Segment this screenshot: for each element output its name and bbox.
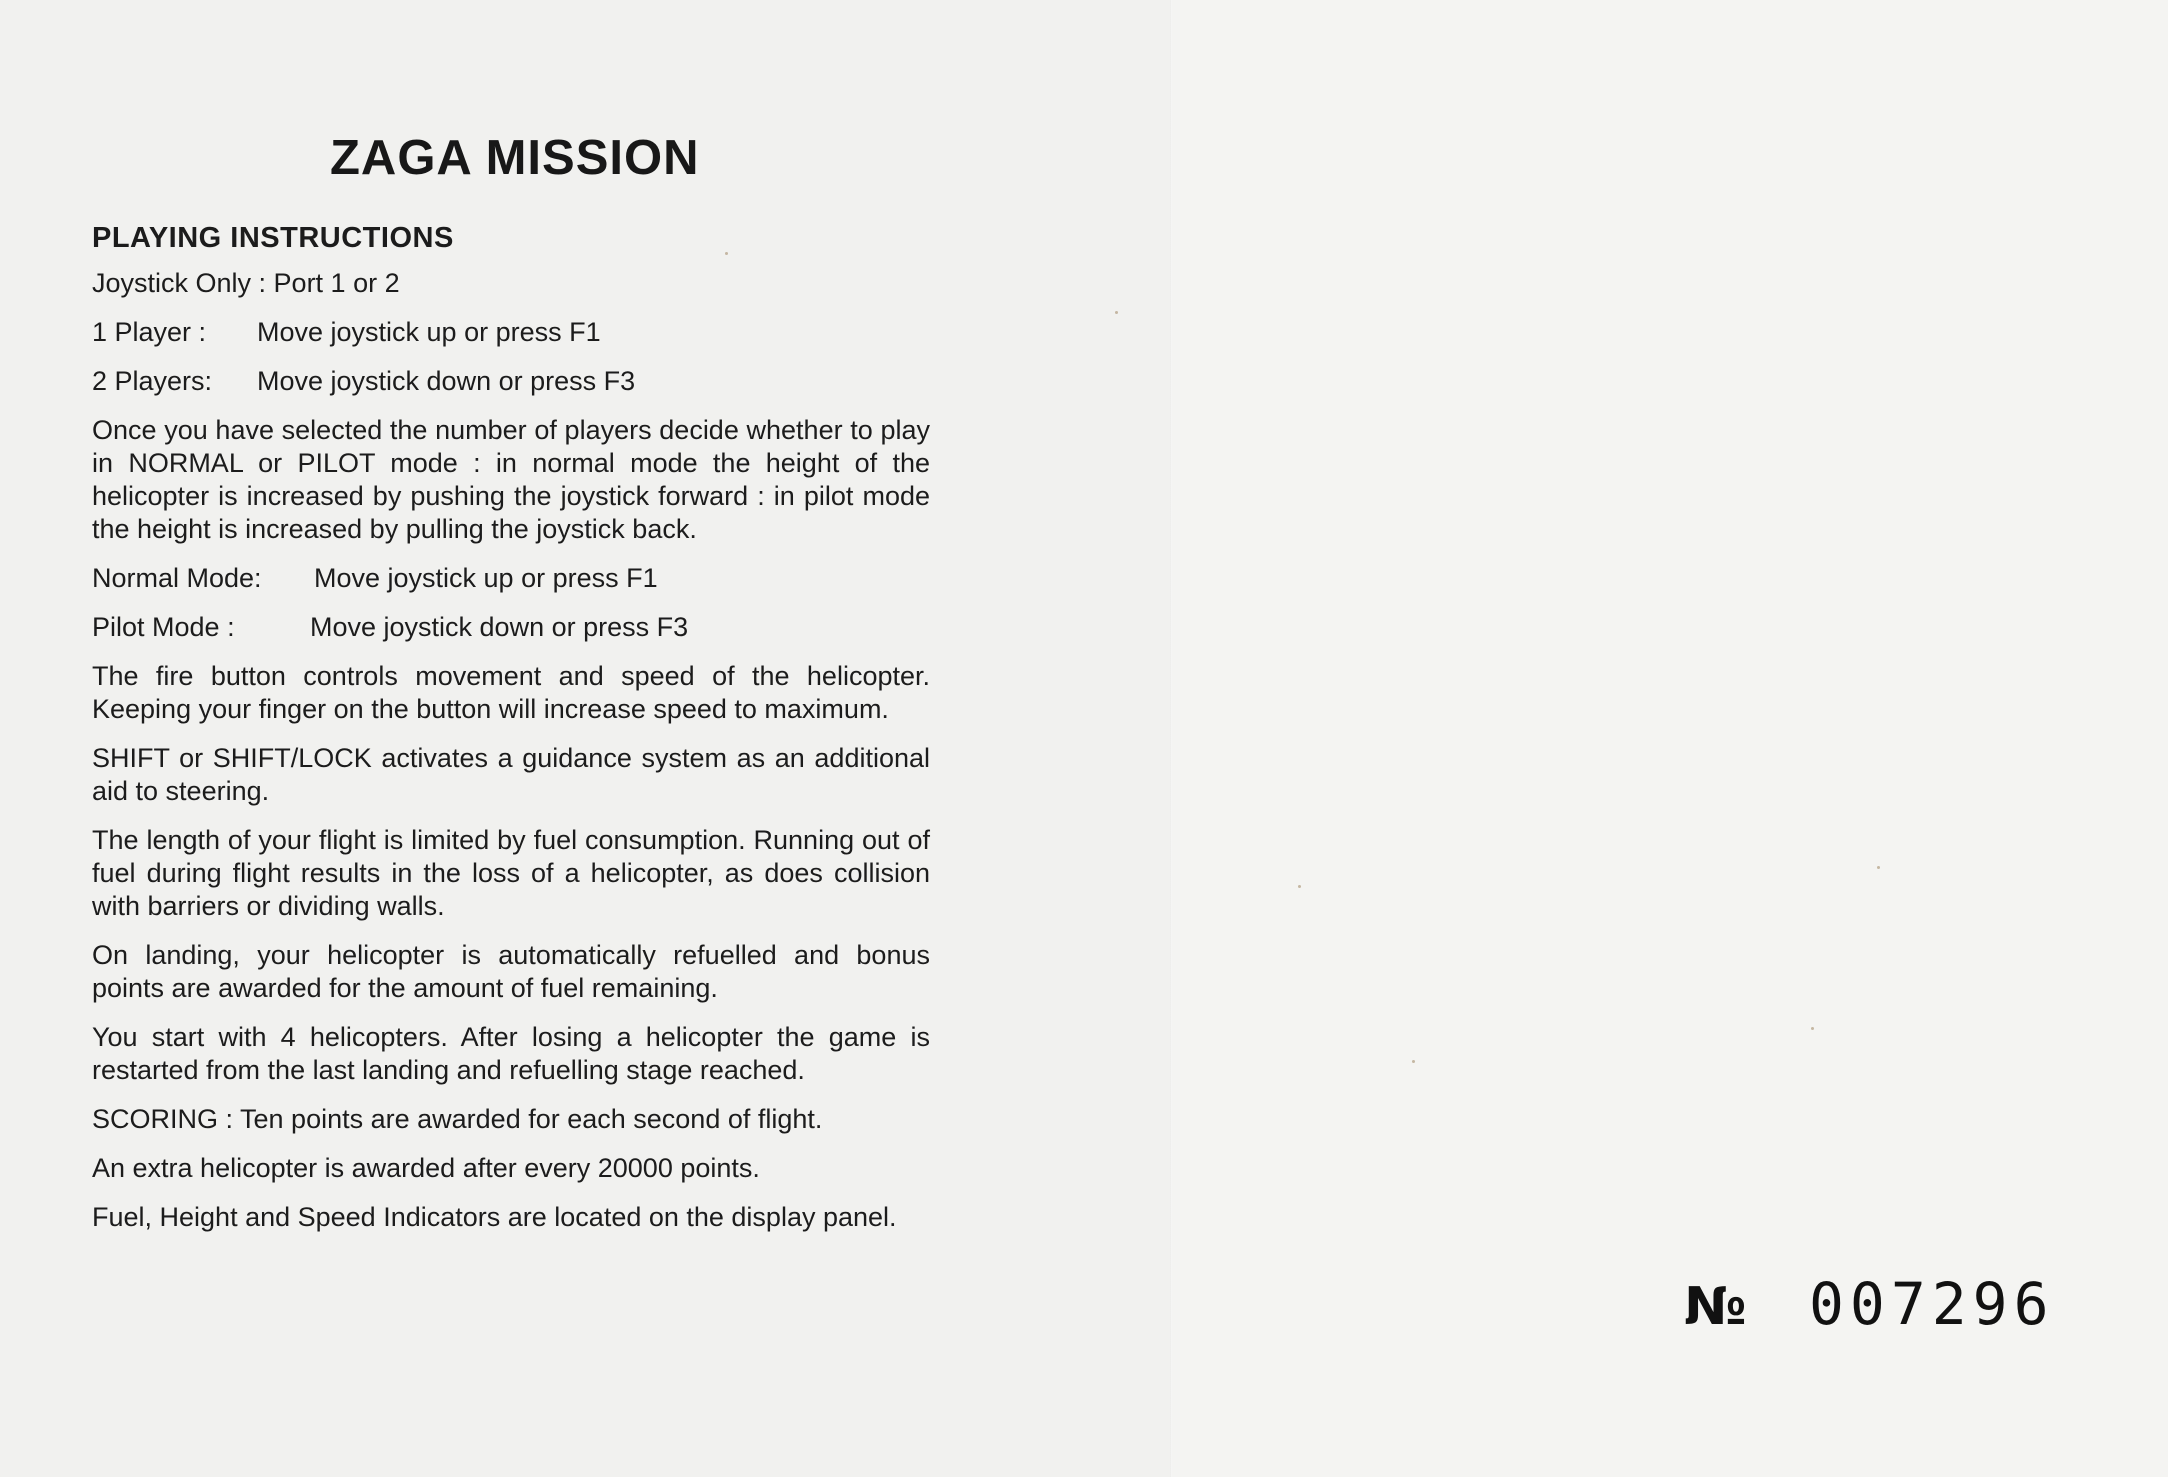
- paper-speck: [1115, 311, 1118, 314]
- paper-speck: [1298, 885, 1301, 888]
- serial-number: 007296: [1809, 1270, 2055, 1338]
- landing-paragraph: On landing, your helicopter is automatically refuelled and bonus points are awarded for the amount of fuel remaining.: [92, 940, 930, 1003]
- scoring-line: SCORING : Ten points are awarded for each second of flight.: [92, 1104, 823, 1134]
- normal-mode-value: Move joystick up or press F1: [314, 563, 658, 593]
- normal-mode-label: Normal Mode:: [92, 563, 262, 593]
- fold-line: [1170, 0, 1172, 1477]
- numero-sign: №: [1684, 1277, 1747, 1337]
- player1-label: 1 Player :: [92, 317, 207, 347]
- pilot-mode-label: Pilot Mode :: [92, 612, 235, 642]
- extra-life-line: An extra helicopter is awarded after every 20000 points.: [92, 1153, 760, 1183]
- player2-line: [92, 365, 930, 398]
- paper-speck: [1877, 866, 1880, 869]
- instructions-body: [92, 222, 930, 1250]
- joystick-line: Joystick Only : Port 1 or 2: [92, 268, 400, 298]
- paper-speck: [1412, 1060, 1415, 1063]
- serial-number-stamp: [1684, 1270, 2055, 1338]
- lives-paragraph: You start with 4 helicopters. After losing a helicopter the game is restarted from the last landing and refuelling stage reached.: [92, 1022, 930, 1085]
- player1-line: [92, 316, 930, 349]
- pilot-mode-value: Move joystick down or press F3: [310, 612, 689, 642]
- player1-value: Move joystick up or press F1: [257, 317, 601, 347]
- paper-speck: [1811, 1027, 1814, 1030]
- fire-button-paragraph: The fire button controls movement and speed of the helicopter. Keeping your finger on the button will increase speed to maximum.: [92, 661, 930, 724]
- right-panel: [1172, 0, 2168, 1477]
- normal-mode-line: [92, 562, 930, 595]
- fuel-paragraph: The length of your flight is limited by fuel consumption. Running out of fuel during flight results in the loss of a helicopter, as does collision with barriers or dividing walls.: [92, 825, 930, 921]
- indicators-paragraph: Fuel, Height and Speed Indicators are located on the display panel.: [92, 1202, 897, 1232]
- document-title: ZAGA MISSION: [330, 131, 700, 185]
- mode-paragraph: Once you have selected the number of players decide whether to play in NORMAL or PILOT mode : in normal mode the height of the helicopter is increased by pushing the joystick forward : in pilot mode the height is increased by pulling the joystick back.: [92, 415, 930, 544]
- section-heading: PLAYING INSTRUCTIONS: [92, 222, 454, 254]
- pilot-mode-line: [92, 611, 930, 644]
- player2-label: 2 Players:: [92, 366, 213, 396]
- shift-paragraph: SHIFT or SHIFT/LOCK activates a guidance system as an additional aid to steering.: [92, 743, 930, 806]
- player2-value: Move joystick down or press F3: [257, 366, 636, 396]
